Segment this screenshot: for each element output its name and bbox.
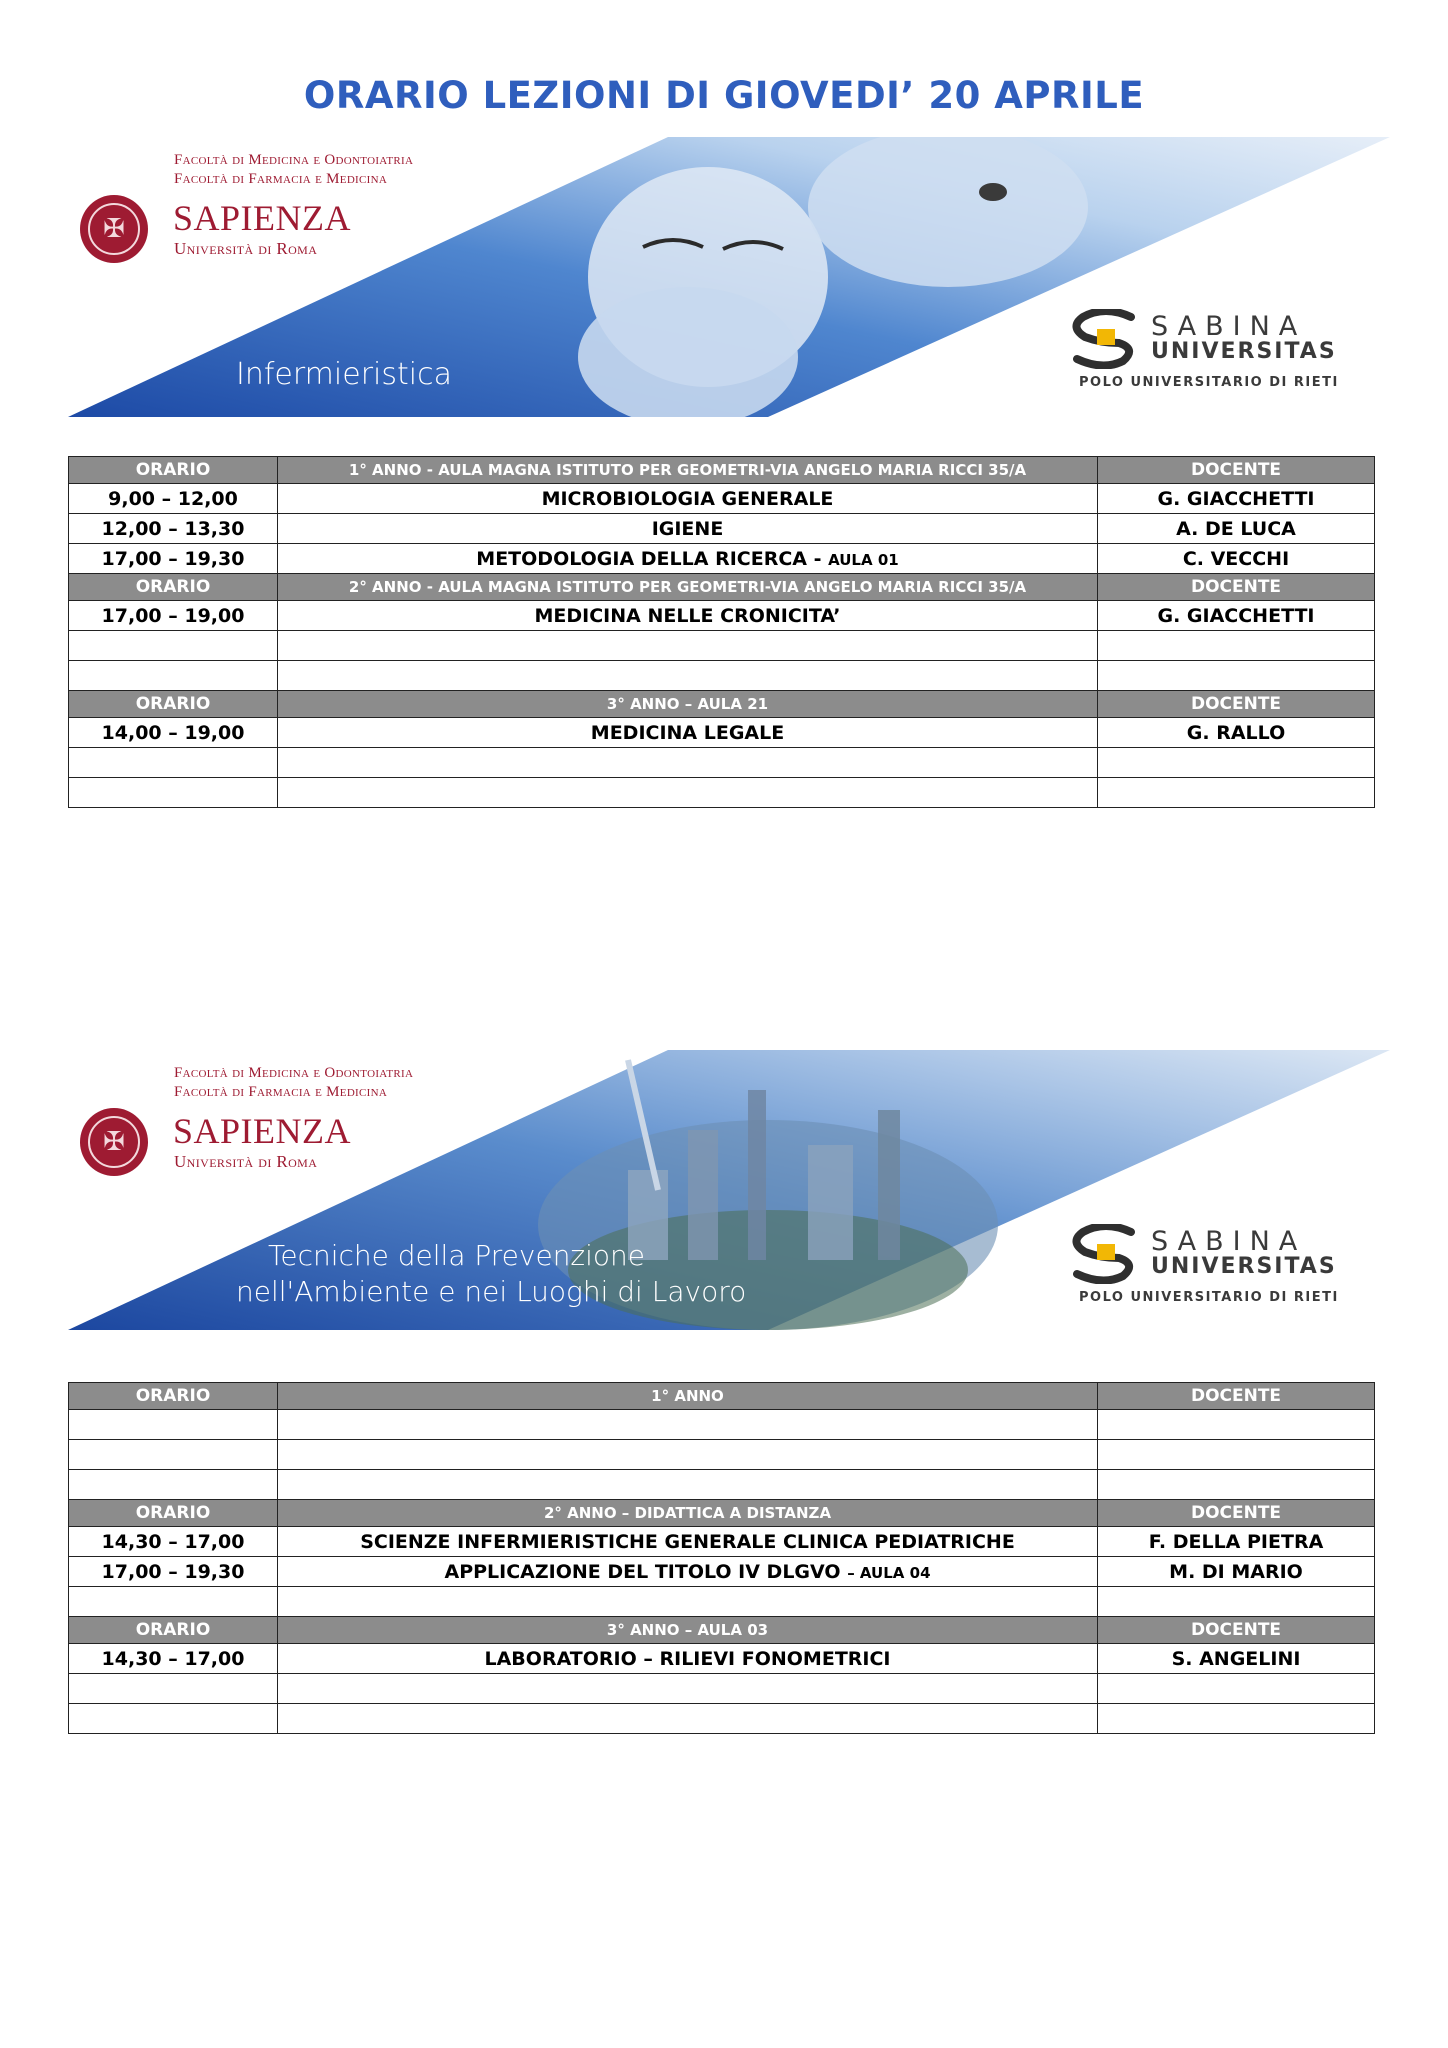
faculty-line-2: Facoltà di Farmacia e Medicina xyxy=(174,171,388,187)
time-cell xyxy=(69,1440,278,1470)
subject-cell xyxy=(278,1470,1098,1500)
table-row xyxy=(69,601,1375,631)
header-cell-teacher: DOCENTE xyxy=(1098,691,1375,718)
table-header-row xyxy=(69,457,1375,484)
faculty-line-1: Facoltà di Medicina e Odontoiatria xyxy=(174,152,414,168)
time-cell: 17,00 – 19,00 xyxy=(69,601,278,631)
time-cell xyxy=(69,748,278,778)
year-room-label: 1° ANNO xyxy=(651,1387,724,1405)
subject-cell xyxy=(278,1410,1098,1440)
header-cell-time: ORARIO xyxy=(69,691,278,718)
header-cell-teacher: DOCENTE xyxy=(1098,1383,1375,1410)
table-row xyxy=(69,748,1375,778)
faculty-line-1: Facoltà di Medicina e Odontoiatria xyxy=(174,1065,414,1081)
subject-cell xyxy=(278,484,1098,514)
subject-cell xyxy=(278,718,1098,748)
year-room-label: 1° ANNO - AULA MAGNA ISTITUTO PER GEOMETRI-VIA ANGELO MARIA RICCI 35/A xyxy=(348,461,1027,479)
subject-cell xyxy=(278,778,1098,808)
year-room-label: 2° ANNO – DIDATTICA A DISTANZA xyxy=(543,1504,832,1522)
header-cell-time: ORARIO xyxy=(69,1383,278,1410)
table-header-row xyxy=(69,1383,1375,1410)
subject-cell xyxy=(278,544,1098,574)
table-row xyxy=(69,1527,1375,1557)
teacher-cell xyxy=(1098,1440,1375,1470)
subject-name: MICROBIOLOGIA GENERALE xyxy=(541,487,834,510)
header-cell-time: ORARIO xyxy=(69,1617,278,1644)
table-header-row xyxy=(69,1617,1375,1644)
year-room-label: 3° ANNO – AULA 21 xyxy=(606,695,769,713)
page-title: ORARIO LEZIONI DI GIOVEDI’ 20 APRILE xyxy=(303,74,1145,117)
subject-cell xyxy=(278,1674,1098,1704)
header-cell-teacher: DOCENTE xyxy=(1098,1500,1375,1527)
subject-room-note: AULA 01 xyxy=(828,550,899,569)
teacher-cell xyxy=(1098,1470,1375,1500)
time-cell xyxy=(69,1674,278,1704)
sapienza-name: SAPIENZA xyxy=(173,198,352,238)
table-row xyxy=(69,1704,1375,1734)
subject-cell xyxy=(278,1587,1098,1617)
time-cell: 14,00 – 19,00 xyxy=(69,718,278,748)
teacher-cell xyxy=(1098,748,1375,778)
header-cell-year-room xyxy=(278,1383,1098,1410)
year-room-label: 3° ANNO – AULA 03 xyxy=(606,1621,769,1639)
table-row xyxy=(69,1440,1375,1470)
table-row xyxy=(69,1674,1375,1704)
subject-cell xyxy=(278,1557,1098,1587)
header-cell-time: ORARIO xyxy=(69,1500,278,1527)
course-name: Tecniche della Prevenzione nell'Ambiente e nei Luoghi di Lavoro xyxy=(236,1239,747,1308)
sapienza-name: SAPIENZA xyxy=(173,1111,352,1151)
table-row xyxy=(69,631,1375,661)
sabina-name: SABINA xyxy=(1151,311,1307,342)
time-cell xyxy=(69,1470,278,1500)
teacher-cell xyxy=(1098,1587,1375,1617)
time-cell: 9,00 – 12,00 xyxy=(69,484,278,514)
header-cell-year-room xyxy=(278,457,1098,484)
subject-room-note: – AULA 04 xyxy=(847,1563,931,1582)
sabina-universitas-logo xyxy=(1071,1224,1371,1314)
teacher-cell: M. DI MARIO xyxy=(1098,1557,1375,1587)
teacher-cell: G. GIACCHETTI xyxy=(1098,484,1375,514)
time-cell xyxy=(69,1704,278,1734)
time-cell xyxy=(69,631,278,661)
header-cell-time: ORARIO xyxy=(69,457,278,484)
table-row xyxy=(69,484,1375,514)
header-cell-year-room xyxy=(278,1500,1098,1527)
teacher-cell xyxy=(1098,1704,1375,1734)
faculty-names xyxy=(174,1064,413,1102)
table-row xyxy=(69,514,1375,544)
teacher-cell xyxy=(1098,1410,1375,1440)
time-cell: 17,00 – 19,30 xyxy=(69,1557,278,1587)
sabina-s-icon xyxy=(1071,309,1139,369)
sapienza-subtitle: Università di Roma xyxy=(174,239,318,258)
sabina-tagline: POLO UNIVERSITARIO DI RIETI xyxy=(1079,1290,1339,1305)
time-cell: 17,00 – 19,30 xyxy=(69,544,278,574)
header-cell-year-room xyxy=(278,691,1098,718)
table-row xyxy=(69,544,1375,574)
schedule-table-prevenzione xyxy=(68,1382,1375,1734)
table-row xyxy=(69,1557,1375,1587)
time-cell: 12,00 – 13,30 xyxy=(69,514,278,544)
subject-cell xyxy=(278,1644,1098,1674)
table-row xyxy=(69,1410,1375,1440)
subject-cell xyxy=(278,601,1098,631)
sabina-s-icon xyxy=(1071,1224,1139,1284)
subject-name: MEDICINA LEGALE xyxy=(590,721,785,744)
subject-cell xyxy=(278,661,1098,691)
sabina-universitas: UNIVERSITAS xyxy=(1151,339,1337,364)
banner-infermieristica xyxy=(68,137,1390,417)
table-row xyxy=(69,1644,1375,1674)
teacher-cell xyxy=(1098,661,1375,691)
header-cell-year-room xyxy=(278,574,1098,601)
header-cell-teacher: DOCENTE xyxy=(1098,1617,1375,1644)
teacher-cell: C. VECCHI xyxy=(1098,544,1375,574)
teacher-cell: A. DE LUCA xyxy=(1098,514,1375,544)
time-cell xyxy=(69,778,278,808)
subject-cell xyxy=(278,1440,1098,1470)
subject-name: IGIENE xyxy=(651,517,724,540)
subject-cell xyxy=(278,514,1098,544)
subject-name: LABORATORIO – RILIEVI FONOMETRICI xyxy=(484,1647,891,1670)
subject-name: MEDICINA NELLE CRONICITA’ xyxy=(534,604,841,627)
schedule-body xyxy=(69,1383,1375,1734)
subject-cell xyxy=(278,1527,1098,1557)
table-row xyxy=(69,1470,1375,1500)
table-header-row xyxy=(69,1500,1375,1527)
table-row xyxy=(69,718,1375,748)
teacher-cell: S. ANGELINI xyxy=(1098,1644,1375,1674)
time-cell: 14,30 – 17,00 xyxy=(69,1644,278,1674)
table-row xyxy=(69,1587,1375,1617)
subject-name: APPLICAZIONE DEL TITOLO IV DLGVO xyxy=(444,1560,841,1583)
sabina-tagline: POLO UNIVERSITARIO DI RIETI xyxy=(1079,375,1339,390)
subject-name: SCIENZE INFERMIERISTICHE GENERALE CLINICA PEDIATRICHE xyxy=(360,1530,1015,1553)
banner-prevenzione xyxy=(68,1050,1390,1330)
teacher-cell xyxy=(1098,631,1375,661)
sabina-universitas-logo xyxy=(1071,309,1371,399)
header-cell-year-room xyxy=(278,1617,1098,1644)
header-cell-teacher: DOCENTE xyxy=(1098,457,1375,484)
sapienza-subtitle: Università di Roma xyxy=(174,1152,318,1171)
course-name: Infermieristica xyxy=(236,357,452,392)
faculty-names xyxy=(174,151,413,189)
sapienza-seal-icon: ✠ xyxy=(80,195,148,263)
sapienza-seal-icon: ✠ xyxy=(80,1108,148,1176)
sabina-universitas: UNIVERSITAS xyxy=(1151,1254,1337,1279)
year-room-label: 2° ANNO - AULA MAGNA ISTITUTO PER GEOMETRI-VIA ANGELO MARIA RICCI 35/A xyxy=(348,578,1027,596)
teacher-cell: G. GIACCHETTI xyxy=(1098,601,1375,631)
table-row xyxy=(69,778,1375,808)
time-cell xyxy=(69,1410,278,1440)
subject-cell xyxy=(278,748,1098,778)
teacher-cell: G. RALLO xyxy=(1098,718,1375,748)
schedule-body xyxy=(69,457,1375,808)
time-cell xyxy=(69,661,278,691)
teacher-cell: F. DELLA PIETRA xyxy=(1098,1527,1375,1557)
table-header-row xyxy=(69,574,1375,601)
subject-name: METODOLOGIA DELLA RICERCA - xyxy=(476,547,822,570)
sabina-name: SABINA xyxy=(1151,1226,1307,1257)
subject-cell xyxy=(278,1704,1098,1734)
subject-cell xyxy=(278,631,1098,661)
time-cell xyxy=(69,1587,278,1617)
teacher-cell xyxy=(1098,1674,1375,1704)
header-cell-teacher: DOCENTE xyxy=(1098,574,1375,601)
schedule-table-infermieristica xyxy=(68,456,1375,808)
table-header-row xyxy=(69,691,1375,718)
faculty-line-2: Facoltà di Farmacia e Medicina xyxy=(174,1084,388,1100)
table-row xyxy=(69,661,1375,691)
header-cell-time: ORARIO xyxy=(69,574,278,601)
teacher-cell xyxy=(1098,778,1375,808)
time-cell: 14,30 – 17,00 xyxy=(69,1527,278,1557)
